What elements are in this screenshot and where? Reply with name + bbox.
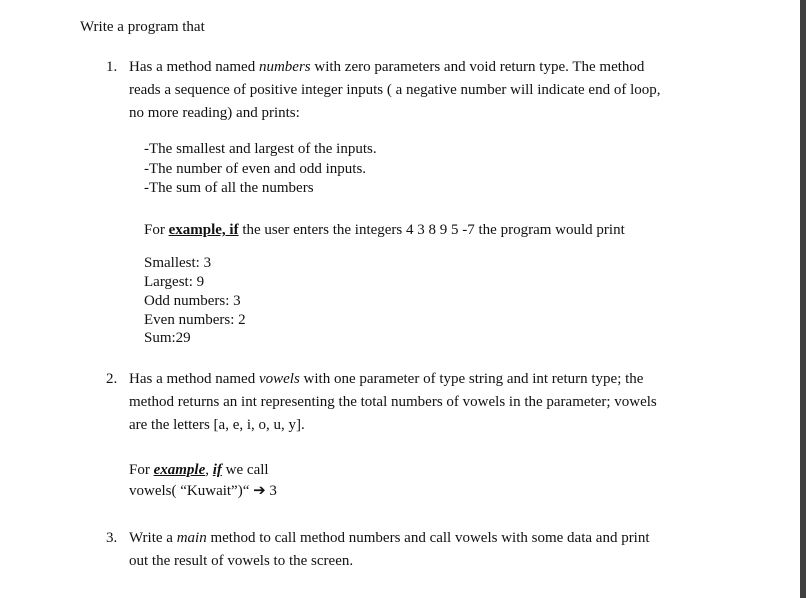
q2-method-name: vowels	[258, 371, 300, 387]
q1-bullet-3: -The sum of all the numbers	[144, 180, 314, 196]
q2-line-1	[129, 370, 643, 388]
q1-line-1-b: with zero parameters and void return type. The method	[310, 59, 645, 75]
q1-example-rest: the user enters the integers 4 3 8 9 5 -7 the program would print	[238, 222, 625, 238]
q2-example-comma: ,	[205, 462, 213, 478]
q3-method-name: main	[176, 530, 207, 546]
q1-example-keyword: example, if	[168, 222, 239, 238]
q3-line-1	[129, 529, 650, 547]
q1-bullet-2: -The number of even and odd inputs.	[144, 161, 367, 177]
q2-example-word: example	[153, 462, 206, 478]
q2-number: 2.	[106, 371, 118, 387]
q1-line-1-a: Has a method named	[129, 59, 259, 75]
q3-line-2: out the result of vowels to the screen.	[129, 553, 354, 569]
q1-example-prefix: For	[144, 222, 169, 238]
q2-example-rest: we call	[221, 462, 269, 478]
q2-example-line	[129, 461, 269, 479]
q1-number: 1.	[106, 59, 118, 75]
scrollbar-edge[interactable]	[800, 0, 806, 598]
q2-line-1-a: Has a method named	[129, 371, 259, 387]
q1-output-1: Smallest: 3	[144, 255, 212, 271]
q1-line-2: reads a sequence of positive integer inputs ( a negative number will indicate end of loop,	[129, 82, 661, 98]
q2-line-1-b: with one parameter of type string and int return type; the	[299, 371, 644, 387]
q1-output-4: Even numbers: 2	[144, 312, 246, 328]
q3-line-1-a: Write a	[129, 530, 177, 546]
q1-output-5: Sum:29	[144, 330, 191, 346]
q1-line-3: no more reading) and prints:	[129, 105, 300, 121]
q3-number: 3.	[106, 530, 118, 546]
q1-output-2: Largest: 9	[144, 274, 205, 290]
q2-example-if: if	[212, 462, 222, 478]
intro-text: Write a program that	[80, 19, 205, 35]
q2-line-3: are the letters [a, e, i, o, u, y].	[129, 417, 305, 433]
q1-output-3: Odd numbers: 3	[144, 293, 241, 309]
q2-call-example: vowels( “Kuwait”)“ ➔ 3	[129, 483, 277, 499]
q2-line-2: method returns an int representing the total numbers of vowels in the parameter; vowels	[129, 394, 657, 410]
q1-example-line	[144, 221, 625, 239]
q1-line-1	[129, 58, 644, 76]
q1-bullet-1: -The smallest and largest of the inputs.	[144, 141, 377, 157]
q3-line-1-b: method to call method numbers and call vowels with some data and print	[206, 530, 650, 546]
q1-method-name: numbers	[258, 59, 311, 75]
q2-example-prefix: For	[129, 462, 154, 478]
